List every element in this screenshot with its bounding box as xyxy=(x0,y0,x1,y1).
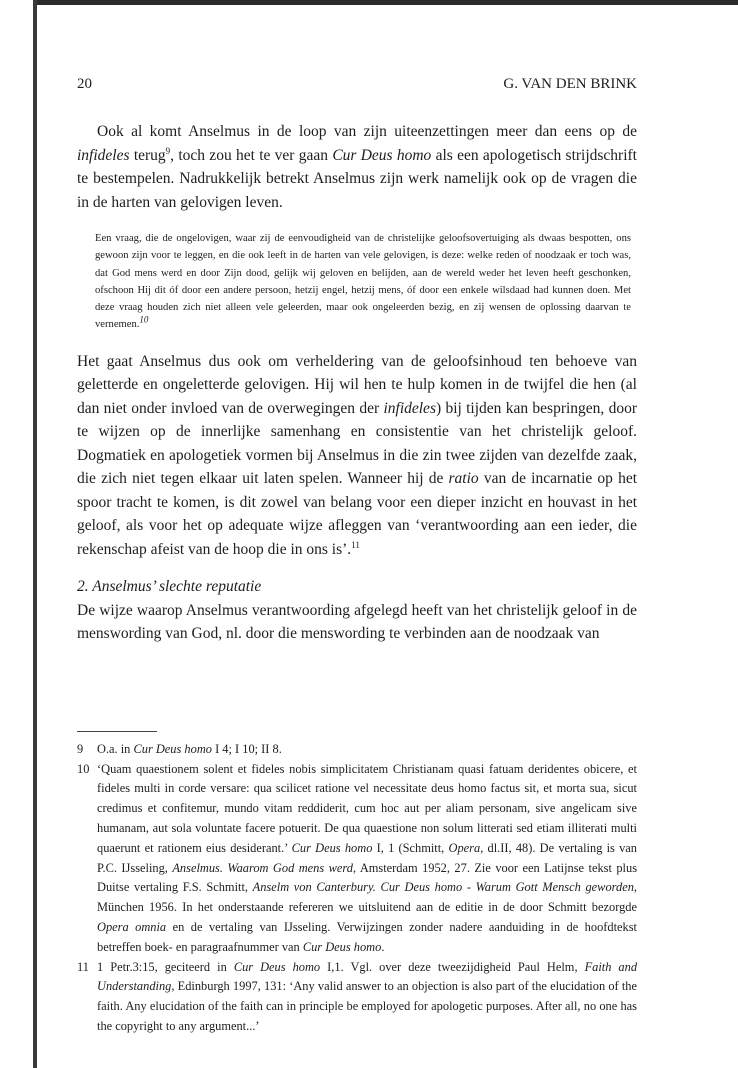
footnote-ref-9: 9 xyxy=(165,145,171,156)
scan-edge-top xyxy=(36,0,738,5)
body-paragraph-1: Ook al komt Anselmus in de loop van zijn uiteenzettingen meer dan eens op de infideles terug$^9$, toch zou het te ver gaan Cur Deus homo als een apologetisch strijdschrift te bestempelen. Nadrukkelijk betrekt Anselmus zijn werk namelijk ook op de vragen die in de harten van gelovigen leven. xyxy=(77,123,637,211)
scan-edge-left xyxy=(33,0,37,1068)
running-head: G. VAN DEN BRINK xyxy=(503,76,637,92)
page-number: 20 xyxy=(77,76,92,92)
footnote-text: ‘Quam quaestionem solent et fideles nobis simplicitatem Christianam quasi fatuam deridentes obicere, et fideles multi in corde versare: qua scilicet ratione vel necessitate deus homo factus sit, et morta sua, sicut credimus et confitemur, mundo vitam reddiderit, cum hoc aut per aliam personam, sive angelicam sive humanam, aut sola voluntate facere potuerit. De qua quaestione non solum litterati sed etiam illiterati multi quaerunt et rationem eius desiderant.’ Cur Deus homo I, 1 (Schmitt, Opera, dl.II, 48). De vertaling is van P.C. IJsseling, Anselmus. Waarom God mens werd, Amsterdam 1952, 27. Zie voor een Latijnse tekst plus Duitse vertaling F.S. Schmitt, Anselm von Canterbury. Cur Deus homo - Warum Gott Mensch geworden, München 1956. In het onderstaande refereren we uitsluitend aan de editie in de door Schmitt bezorgde Opera omnia en de vertaling van IJsseling. Verwijzingen zonder nadere aanduiding in de hoofdtekst betreffen boek- en paragraafnummer van Cur Deus homo. xyxy=(97,761,638,954)
body-paragraph-2: Het gaat Anselmus dus ook om verheldering van de geloofsinhoud ten behoeve van geletterde en ongeletterde gelovigen. Hij wil hen te hulp komen in de twijfel die hen (al dan niet onder invloed van de overwegingen der infideles) bij tijden kan bespringen, door te wijzen op de innerlijke samenhang en consistentie van het christelijk geloof. Dogmatiek en apologetiek vormen bij Anselmus in die zin twee zijden van dezelfde zaak, die zich niet tegen elkaar uit laten spelen. Wanneer hij de ratio van de incarnatie op het spoor tracht te komen, is dit zowel van belang voor een dieper inzicht en houvast in het geloof, als voor het op adequate wijze afleggen van ‘verantwoording aan een ieder, die rekenschap afeist van de hoop die in ons is’.$^{11}$ xyxy=(77,352,638,558)
footnote-text: 1 Petr.3:15, geciteerd in Cur Deus homo I,1. Vgl. over deze tweezijdigheid Paul Helm, Faith and Understanding, Edinburgh 1997, 131: ‘Any valid answer to an objection is also part of the elucidation of the faith. Any elucidation of the faith can in principle be employed for apologetic purposes. After all, no one has the copyright to any argument...’ xyxy=(97,959,638,1033)
footnote-rule xyxy=(77,731,157,732)
footnote-11 xyxy=(77,958,637,1037)
footnote-number: 11 xyxy=(77,959,89,974)
book-page xyxy=(77,76,637,1037)
footnote-9 xyxy=(77,740,637,760)
section-heading: 2. Anselmus’ slechte reputatie xyxy=(77,578,262,596)
section-paragraph: De wijze waarop Anselmus verantwoording afgelegd heeft van het christelijk geloof in de menswording van God, nl. door die menswording te verbinden aan de noodzaak van xyxy=(77,601,637,643)
footnote-10 xyxy=(77,760,637,958)
running-header xyxy=(77,76,637,100)
footnote-ref-10: 10 xyxy=(139,314,149,325)
footnote-ref-11: 11 xyxy=(351,539,360,550)
block-quote: Een vraag, die de ongelovigen, waar zij de eenvoudigheid van de christelijke geloofsovertuiging als dwaas bespotten, ons gewoon zijn voor te leggen, en die ook leeft in de harten van vele gelovigen, is deze: welke reden of noodzaak er toch was, dat God mens werd en door Zijn dood, gelijk wij geloven en belijden, aan de wereld weder het leven heeft geschonken, ofschoon Hij dit óf door een andere persoon, hetzij engel, hetzij mens, óf door een enkele wilsdaad had kunnen doen. Met deze vraag houden zich niet alleen vele geleerden, maar ook ongeleerden bezig, en zij wensen de oplossing daarvan te vernemen.$^{10}$ xyxy=(95,233,631,331)
footnote-number: 10 xyxy=(77,761,90,776)
footnote-text: O.a. in Cur Deus homo I 4; I 10; II 8. xyxy=(97,741,282,756)
footnote-number: 9 xyxy=(77,741,84,756)
